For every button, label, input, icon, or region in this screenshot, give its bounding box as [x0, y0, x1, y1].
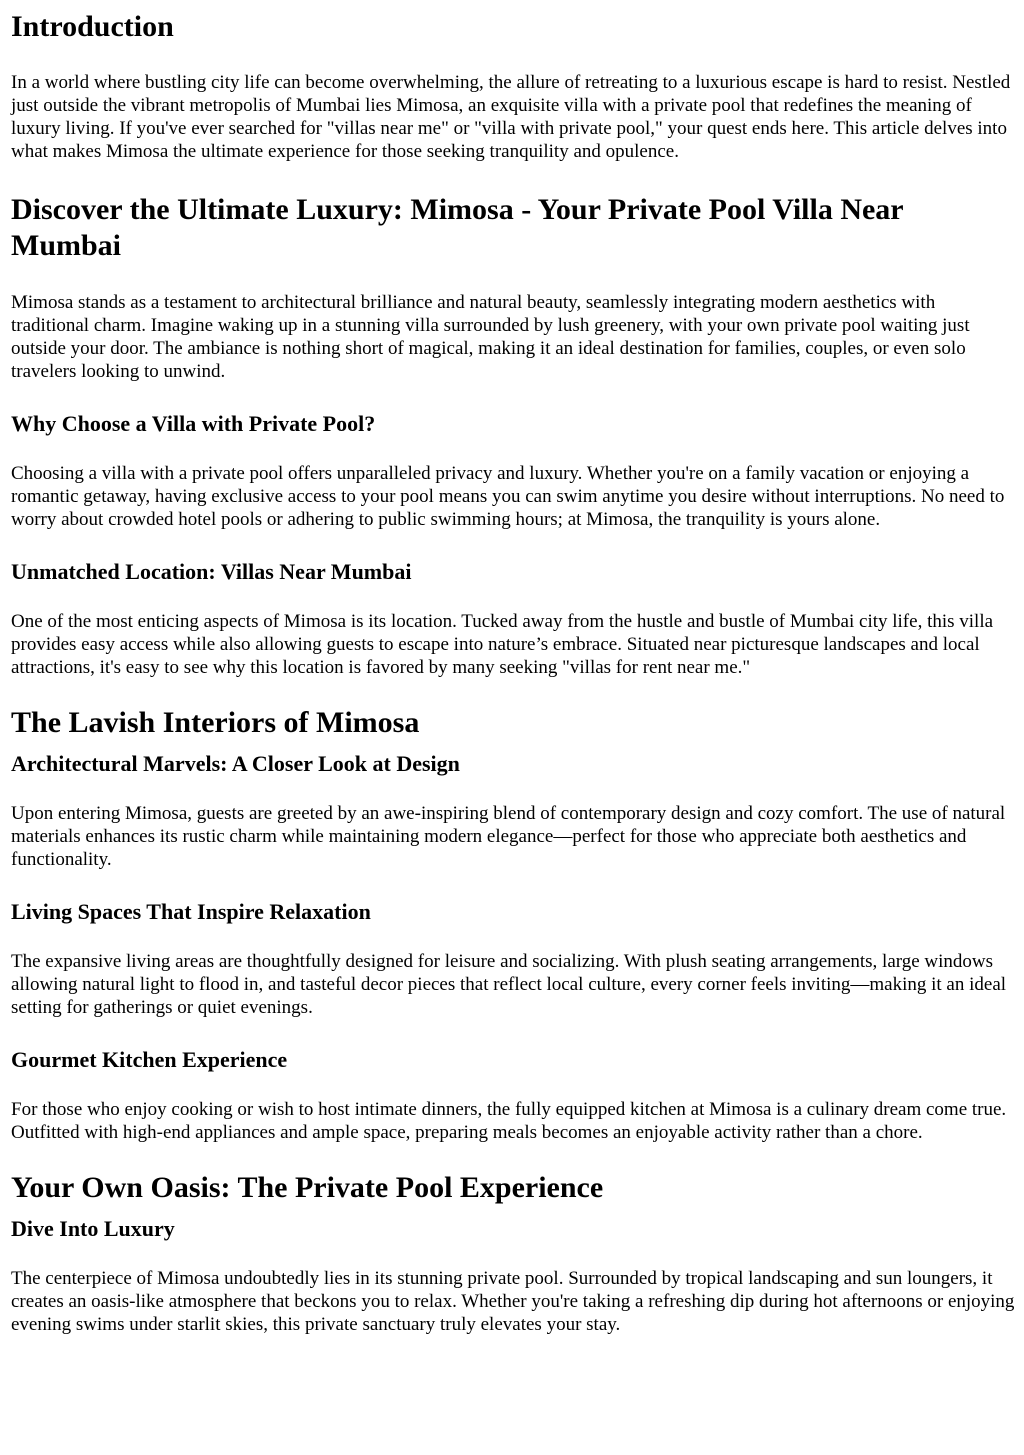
paragraph-why-choose: Choosing a villa with a private pool offers unparalleled privacy and luxury. Whether you're on a family vacation or enjoying a romantic getaway, having exclusive access to your pool means you can swim anytime you desire without interruptions. No need to worry about crowded hotel pools or adhering to public swimming hours; at Mimosa, the tranquility is yours alone.	[11, 463, 1005, 530]
article	[0, 9, 1024, 1336]
heading-lavish-interiors: The Lavish Interiors of Mimosa	[11, 706, 420, 739]
heading-architectural-marvels: Architectural Marvels: A Closer Look at Design	[11, 751, 460, 776]
heading-private-pool-experience: Your Own Oasis: The Private Pool Experience	[11, 1171, 604, 1204]
heading-dive-into-luxury: Dive Into Luxury	[11, 1216, 175, 1241]
paragraph-architecture: Upon entering Mimosa, guests are greeted by an awe-inspiring blend of contemporary design and cozy comfort. The use of natural materials enhances its rustic charm while maintaining modern elegance—perfect for those who appreciate both aesthetics and functionality.	[11, 803, 1006, 870]
heading-introduction: Introduction	[11, 10, 174, 43]
paragraph-location: One of the most enticing aspects of Mimosa is its location. Tucked away from the hustle and bustle of Mumbai city life, this villa provides easy access while also allowing guests to escape into nature’s embrace. Situated near picturesque landscapes and local attractions, it's easy to see why this location is favored by many seeking "villas for rent near me."	[11, 611, 994, 678]
paragraph-kitchen: For those who enjoy cooking or wish to host intimate dinners, the fully equipped kitchen at Mimosa is a culinary dream come true. Outfitted with high-end appliances and ample space, preparing meals becomes an enjoyable activity rather than a chore.	[11, 1099, 1007, 1143]
heading-why-choose-villa: Why Choose a Villa with Private Pool?	[11, 411, 376, 436]
paragraph-discover: Mimosa stands as a testament to architectural brilliance and natural beauty, seamlessly integrating modern aesthetics with traditional charm. Imagine waking up in a stunning villa surrounded by lush greenery, with your own private pool waiting just outside your door. The ambiance is nothing short of magical, making it an ideal destination for families, couples, or even solo travelers looking to unwind.	[11, 292, 970, 382]
heading-unmatched-location: Unmatched Location: Villas Near Mumbai	[11, 559, 412, 584]
heading-discover-ultimate-luxury: Discover the Ultimate Luxury: Mimosa - Your Private Pool Villa Near Mumbai	[11, 193, 904, 262]
heading-gourmet-kitchen: Gourmet Kitchen Experience	[11, 1047, 288, 1072]
paragraph-introduction: In a world where bustling city life can become overwhelming, the allure of retreating to a luxurious escape is hard to resist. Nestled just outside the vibrant metropolis of Mumbai lies Mimosa, an exquisite villa with a private pool that redefines the meaning of luxury living. If you've ever searched for "villas near me" or "villa with private pool," your quest ends here. This article delves into what makes Mimosa the ultimate experience for those seeking tranquility and opulence.	[11, 72, 1011, 162]
paragraph-dive-into-luxury: The centerpiece of Mimosa undoubtedly lies in its stunning private pool. Surrounded by tropical landscaping and sun loungers, it creates an oasis-like atmosphere that beckons you to relax. Whether you're taking a refreshing dip during hot afternoons or enjoying evening swims under starlit skies, this private sanctuary truly elevates your stay.	[11, 1268, 1015, 1335]
heading-living-spaces: Living Spaces That Inspire Relaxation	[11, 899, 371, 924]
paragraph-living-spaces: The expansive living areas are thoughtfully designed for leisure and socializing. With plush seating arrangements, large windows allowing natural light to flood in, and tasteful decor pieces that reflect local culture, every corner feels inviting—making it an ideal setting for gatherings or quiet evenings.	[11, 951, 1007, 1018]
